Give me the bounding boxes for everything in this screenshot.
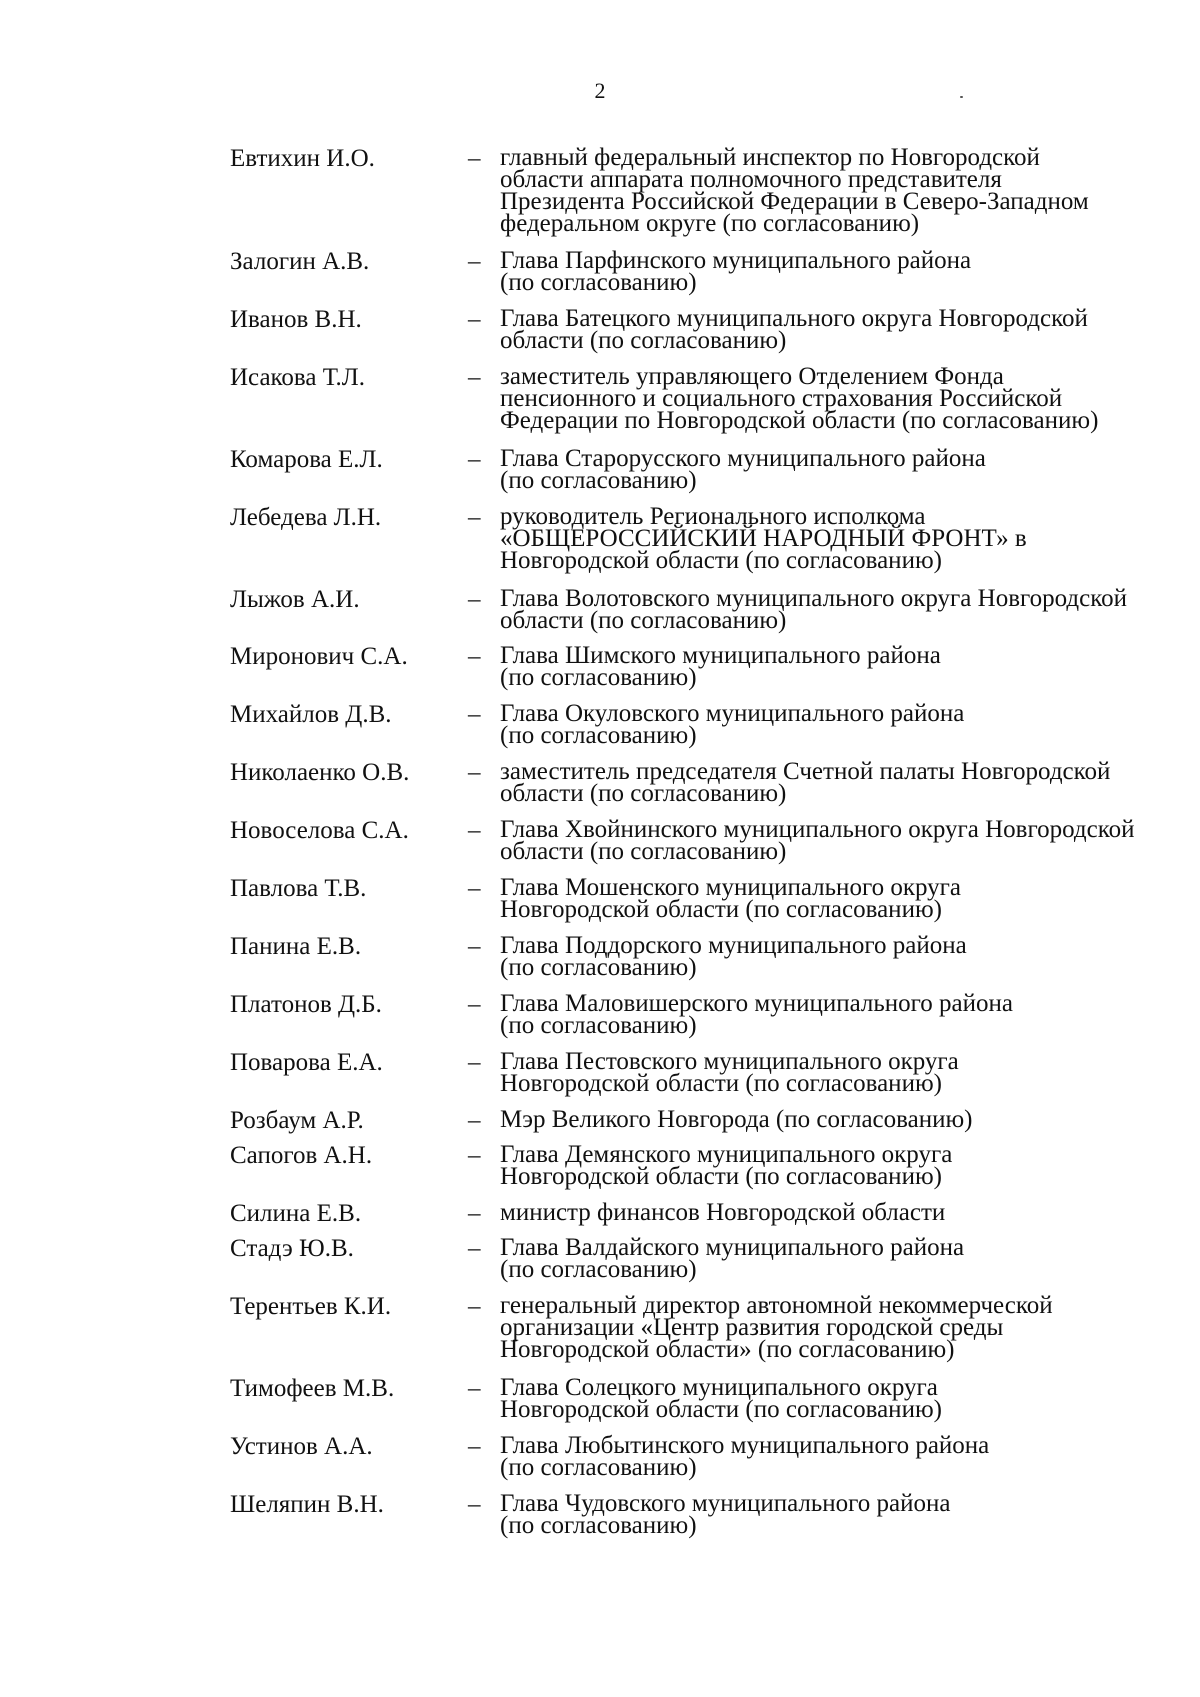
dash-separator: – xyxy=(468,1200,481,1227)
member-position: Глава Любытинского муниципального района (по согласованию) xyxy=(500,1432,990,1481)
dash-separator: – xyxy=(468,643,481,670)
member-position: заместитель председателя Счетной палаты Новгородской области (по согласованию) xyxy=(500,758,1111,807)
member-position: Глава Маловишерского муниципального района (по согласованию) xyxy=(500,990,1013,1039)
member-position: Глава Старорусского муниципального района (по согласованию) xyxy=(500,445,986,494)
member-name: Стадэ Ю.В. xyxy=(230,1235,354,1262)
member-name: Миронович С.А. xyxy=(230,643,408,670)
dash-separator: – xyxy=(468,145,481,172)
member-name: Розбаум А.Р. xyxy=(230,1107,364,1134)
dash-separator: – xyxy=(468,817,481,844)
member-position: Глава Поддорского муниципального района (по согласованию) xyxy=(500,932,967,981)
dash-separator: – xyxy=(468,701,481,728)
member-position: Глава Окуловского муниципального района (по согласованию) xyxy=(500,700,965,749)
dash-separator: – xyxy=(468,306,481,333)
member-name: Сапогов А.Н. xyxy=(230,1142,373,1169)
page-number: 2 xyxy=(594,78,606,103)
dash-separator: – xyxy=(468,1107,481,1134)
member-name: Устинов А.А. xyxy=(230,1433,373,1460)
member-name: Николаенко О.В. xyxy=(230,759,410,786)
member-name: Павлова Т.В. xyxy=(230,875,367,902)
dash-separator: – xyxy=(468,364,481,391)
member-position: главный федеральный инспектор по Новгородской области аппарата полномочного представителя Президента Российской Федерации в Северо-Западном федеральном округе (по согласованию) xyxy=(500,144,1089,237)
member-name: Терентьев К.И. xyxy=(230,1293,392,1320)
member-position: Глава Солецкого муниципального округа Новгородской области (по согласованию) xyxy=(500,1374,942,1423)
member-position: министр финансов Новгородской области xyxy=(500,1199,946,1226)
dash-separator: – xyxy=(468,1491,481,1518)
dash-separator: – xyxy=(468,504,481,531)
member-position: Мэр Великого Новгорода (по согласованию) xyxy=(500,1106,973,1133)
member-position: генеральный директор автономной некоммерческой организации «Центр развития городской среды Новгородской области» (по согласованию) xyxy=(500,1292,1053,1363)
dash-separator: – xyxy=(468,1293,481,1320)
member-position: Глава Валдайского муниципального района (по согласованию) xyxy=(500,1234,965,1283)
member-position: руководитель Регионального исполкома «ОБЩЕРОССИЙСКИЙ НАРОДНЫЙ ФРОНТ» в Новгородской области (по согласованию) xyxy=(500,503,1027,574)
dash-separator: – xyxy=(468,586,481,613)
dash-separator: – xyxy=(468,1049,481,1076)
member-position: Глава Хвойнинского муниципального округа Новгородской области (по согласованию) xyxy=(500,816,1135,865)
member-position: Глава Батецкого муниципального округа Новгородской области (по согласованию) xyxy=(500,305,1088,354)
member-position: Глава Шимского муниципального района (по согласованию) xyxy=(500,642,941,691)
member-position: Глава Демянского муниципального округа Новгородской области (по согласованию) xyxy=(500,1141,953,1190)
dash-separator: – xyxy=(468,875,481,902)
dash-separator: – xyxy=(468,1235,481,1262)
member-name: Тимофеев М.В. xyxy=(230,1375,395,1402)
member-name: Михайлов Д.В. xyxy=(230,701,392,728)
member-name: Силина Е.В. xyxy=(230,1200,362,1227)
member-name: Залогин А.В. xyxy=(230,248,370,275)
member-position: Глава Пестовского муниципального округа Новгородской области (по согласованию) xyxy=(500,1048,959,1097)
dash-separator: – xyxy=(468,446,481,473)
dash-separator: – xyxy=(468,1433,481,1460)
member-name: Поварова Е.А. xyxy=(230,1049,383,1076)
member-name: Иванов В.Н. xyxy=(230,306,362,333)
member-position: заместитель управляющего Отделением Фонда пенсионного и социального страхования Российской Федерации по Новгородской области (по согласованию) xyxy=(500,363,1099,434)
scan-speck xyxy=(960,96,963,98)
member-name: Лебедева Л.Н. xyxy=(230,504,382,531)
member-name: Исакова Т.Л. xyxy=(230,364,365,391)
member-name: Евтихин И.О. xyxy=(230,145,375,172)
member-position: Глава Парфинского муниципального района (по согласованию) xyxy=(500,247,972,296)
member-name: Шеляпин В.Н. xyxy=(230,1491,384,1518)
dash-separator: – xyxy=(468,759,481,786)
member-name: Новоселова С.А. xyxy=(230,817,409,844)
dash-separator: – xyxy=(468,991,481,1018)
member-name: Панина Е.В. xyxy=(230,933,362,960)
dash-separator: – xyxy=(468,1375,481,1402)
member-name: Комарова Е.Л. xyxy=(230,446,383,473)
member-position: Глава Волотовского муниципального округа Новгородской области (по согласованию) xyxy=(500,585,1127,634)
member-name: Лыжов А.И. xyxy=(230,586,360,613)
member-position: Глава Мошенского муниципального округа Новгородской области (по согласованию) xyxy=(500,874,961,923)
member-position: Глава Чудовского муниципального района (по согласованию) xyxy=(500,1490,951,1539)
member-name: Платонов Д.Б. xyxy=(230,991,382,1018)
dash-separator: – xyxy=(468,248,481,275)
dash-separator: – xyxy=(468,933,481,960)
dash-separator: – xyxy=(468,1142,481,1169)
